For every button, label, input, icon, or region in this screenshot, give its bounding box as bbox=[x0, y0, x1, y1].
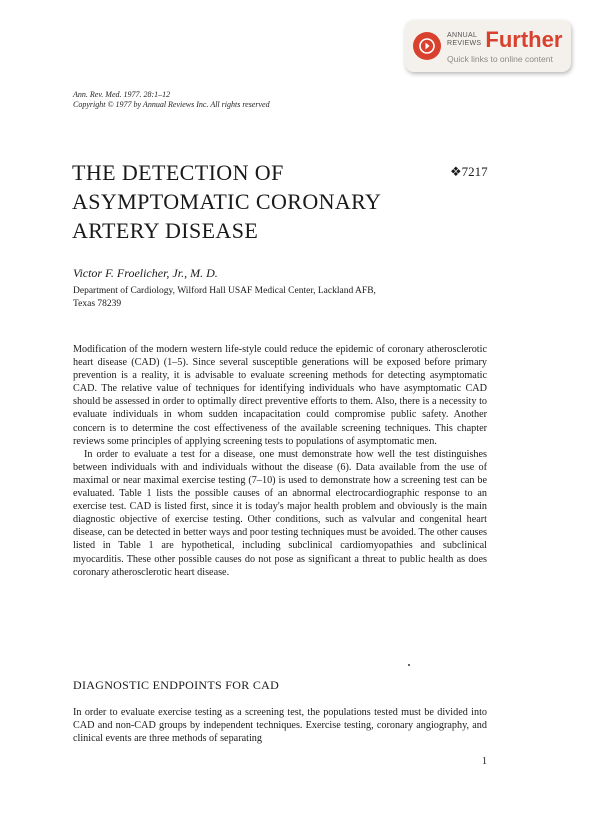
author-name: Victor F. Froelicher, Jr., M. D. bbox=[73, 266, 218, 280]
section-heading: DIAGNOSTIC ENDPOINTS FOR CAD bbox=[73, 678, 280, 692]
copyright-notice: Copyright © 1977 by Annual Reviews Inc. All rights reserved bbox=[73, 100, 270, 109]
title-line: ARTERY DISEASE bbox=[72, 218, 259, 243]
article-title bbox=[72, 158, 452, 245]
annual-reviews-further-link[interactable] bbox=[405, 20, 571, 72]
page-number: 1 bbox=[482, 756, 487, 767]
play-arrow-icon bbox=[413, 32, 441, 60]
author-affiliation: Department of Cardiology, Wilford Hall USAF Medical Center, Lackland AFB, Texas 78239 bbox=[73, 286, 376, 309]
annual-reviews-wordmark: ANNUAL REVIEWS bbox=[447, 32, 482, 47]
further-brand-text: Further bbox=[485, 27, 563, 52]
body-text-block bbox=[73, 706, 487, 745]
title-line: ASYMPTOMATIC CORONARY bbox=[72, 189, 382, 214]
citation-header bbox=[73, 90, 270, 110]
further-subtitle: Quick links to online content bbox=[447, 54, 553, 64]
journal-citation: Ann. Rev. Med. 1977. 28:1–12 bbox=[73, 90, 171, 99]
body-paragraph: In order to evaluate exercise testing as a screening test, the populations tested must be divided into CAD and non-CAD groups by independent techniques. Exercise testing, coronary angiography, and clinical events are three methods of separating bbox=[73, 707, 487, 745]
title-line: THE DETECTION OF bbox=[72, 160, 284, 185]
body-text-block bbox=[73, 343, 487, 579]
print-speck bbox=[408, 664, 410, 666]
body-paragraph: In order to evaluate a test for a disease, one must demonstrate how well the test distinguishes between individuals with and individuals without the disease (6). Data available from the use of maximal or near maximal exercise testing (7–10) is used to demonstrate how a screening test can be evaluated. Table 1 lists the possible causes of an abnormal electrocardiographic response to an exercise test. CAD is listed first, since it is today's major health problem and obviously is the main diagnostic objective of exercise testing. Other conditions, such as valvular and congenital heart disease, can be detected in better ways and poor testing techniques must be avoided. The other causes listed in Table 1 are hypothetical, including subclinical cardiomyopathies and subclinical myocarditis. These other possible causes do not pose as significant a threat to public health as does coronary atherosclerotic heart disease. bbox=[73, 448, 487, 578]
body-paragraph: Modification of the modern western life-style could reduce the epidemic of coronary atherosclerotic heart disease (CAD) (1–5). Since several susceptible generations will be exposed before primary prevention is a reality, it is advisable to evaluate screening methods for detecting asymptomatic CAD. The relative value of techniques for identifying individuals who have asymptomatic CAD should be assessed in order to optimally direct preventive efforts to them. Also, there is a necessity to evaluate individuals in whom sudden incapacitation could compromise public safety. Another concern is to determine the cost effectiveness of the available screening techniques. This chapter reviews some principles of applying screening tests to populations of asymptomatic men. bbox=[73, 344, 487, 447]
article-number: ❖7217 bbox=[450, 164, 488, 179]
